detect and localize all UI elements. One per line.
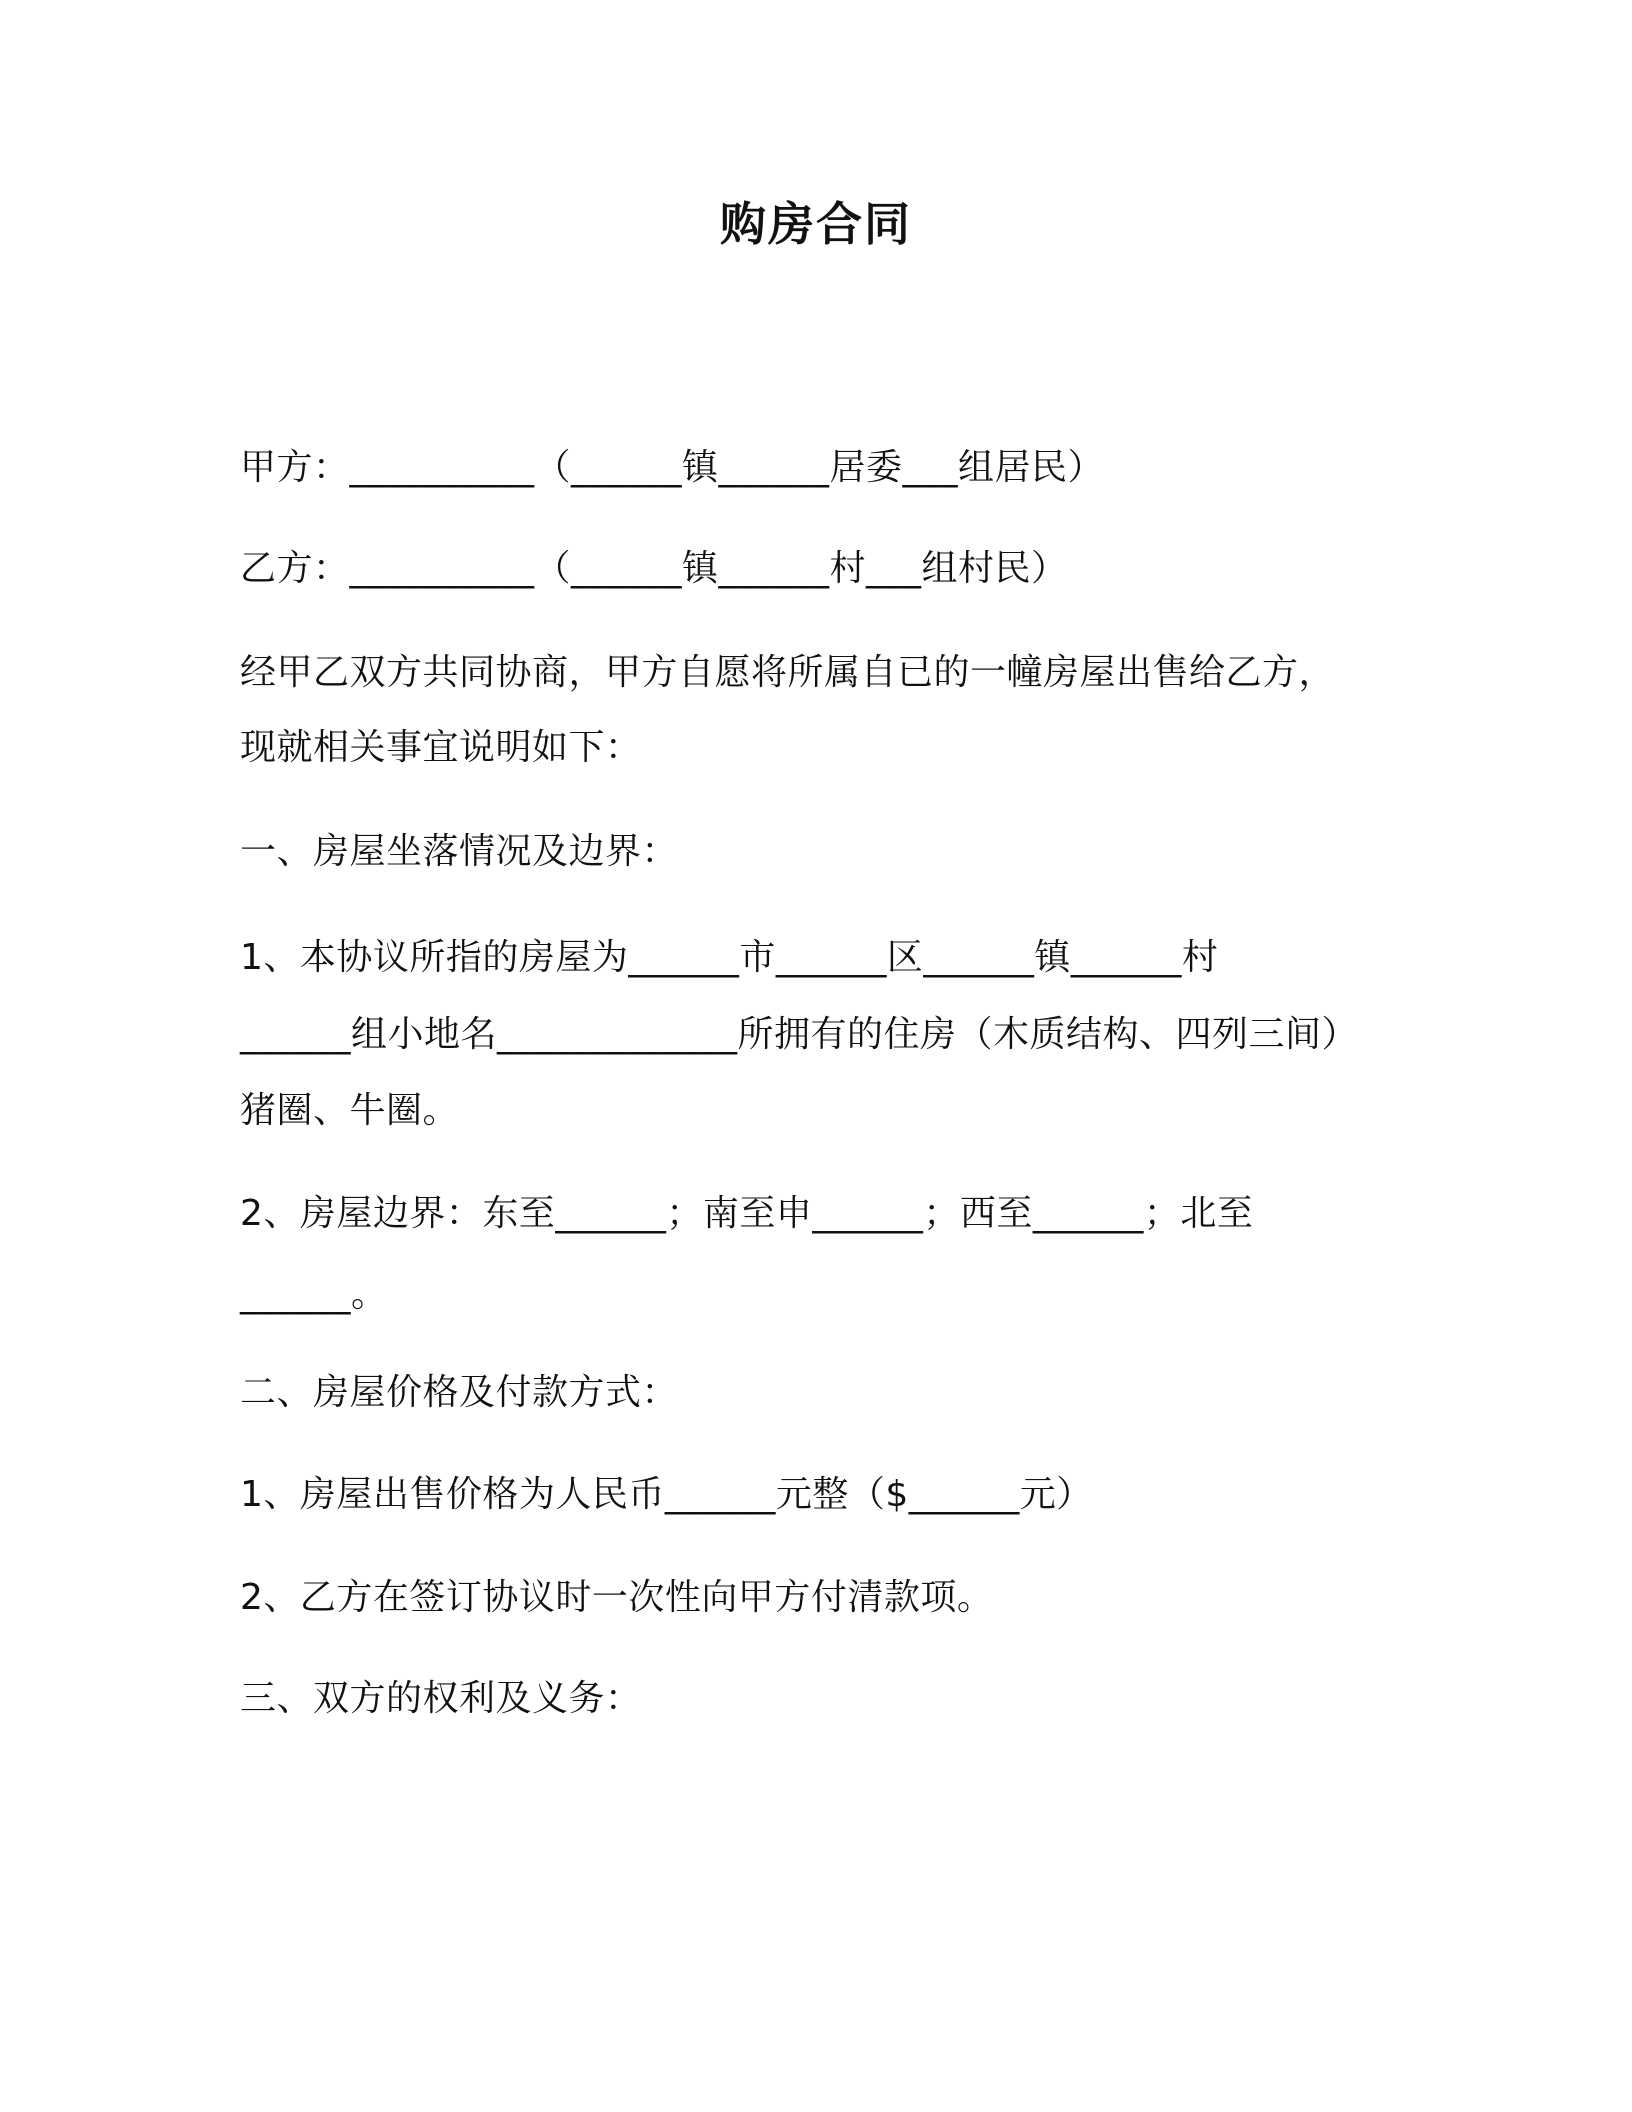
party-b-line: 乙方：__________（______镇______村___组村民） [240, 548, 1068, 589]
section-2-item-2: 2、乙方在签订协议时一次性向甲方付清款项。 [240, 1577, 994, 1618]
section-2-item-1: 1、房屋出售价格为人民币______元整（$______元） [240, 1474, 1093, 1515]
section-1-item-1-line-1: 1、本协议所指的房屋为______市______区______镇______村 [240, 937, 1219, 978]
section-1-item-2-line-2: ______。 [240, 1274, 388, 1315]
section-1-item-2-line-1: 2、房屋边界：东至______；南至申______；西至______；北至 [240, 1193, 1254, 1234]
section-1-item-1-line-2: ______组小地名_____________所拥有的住房（木质结构、四列三间） [240, 1014, 1359, 1055]
section-1-item-1-line-3: 猪圈、牛圈。 [240, 1090, 460, 1131]
section-3-heading: 三、双方的权利及义务： [240, 1678, 642, 1719]
preamble-line-2: 现就相关事宜说明如下： [240, 727, 642, 768]
preamble-line-1: 经甲乙双方共同协商，甲方自愿将所属自已的一幢房屋出售给乙方， [240, 652, 1336, 693]
section-1-heading: 一、房屋坐落情况及边界： [240, 831, 679, 872]
party-a-line: 甲方：__________（______镇______居委___组居民） [240, 447, 1105, 488]
document-title: 购房合同 [720, 197, 912, 251]
section-2-heading: 二、房屋价格及付款方式： [240, 1372, 679, 1413]
